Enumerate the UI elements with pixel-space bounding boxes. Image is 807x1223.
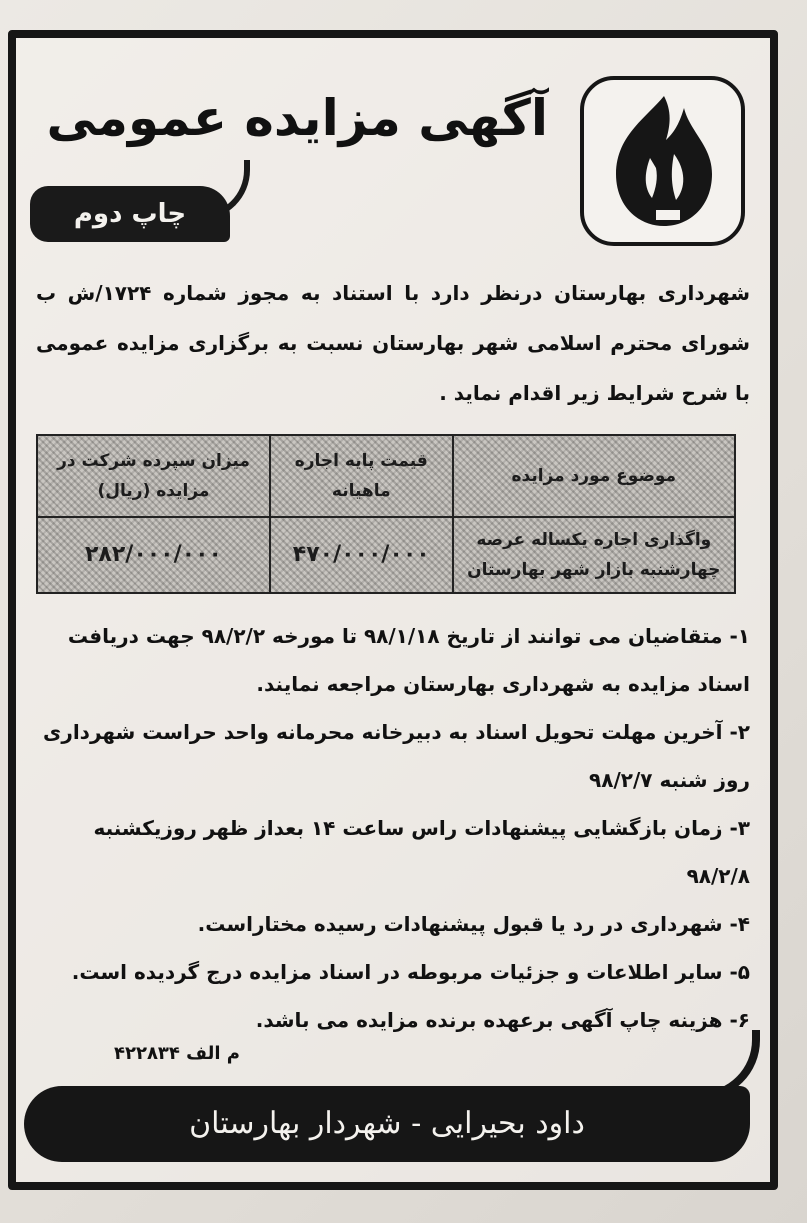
municipality-flame-logo-icon (594, 88, 734, 236)
header-rent: قیمت پایه اجاره ماهیانه (270, 435, 453, 517)
footer-signature: داود بحیرایی - شهردار بهارستان (24, 1086, 750, 1162)
cell-subject: واگذاری اجاره یکساله عرصه چهارشنبه بازار شهر بهارستان (453, 517, 735, 593)
auction-table (36, 434, 736, 594)
condition-2: ۲- آخرین مهلت تحویل اسناد به دبیرخانه محرمانه واحد حراست شهرداری روز شنبه ۹۸/۲/۷ (42, 720, 750, 792)
logo (580, 76, 745, 246)
condition-1: ۱- متقاضیان می توانند از تاریخ ۹۸/۱/۱۸ تا مورخه ۹۸/۲/۲ جهت دریافت اسناد مزایده به شهرداری بهارستان مراجعه نمایند. (67, 624, 750, 696)
table-header-row (37, 435, 735, 517)
cell-rent: ۴۷۰/۰۰۰/۰۰۰ (270, 517, 453, 593)
condition-6: ۶- هزینه چاپ آگهی برعهده برنده مزایده می باشد. (255, 1008, 750, 1032)
ad-reference-code: م الف ۴۲۲۸۳۴ (113, 1043, 240, 1064)
condition-5: ۵- سایر اطلاعات و جزئیات مربوطه در اسناد مزایده درج گردیده است. (71, 960, 750, 984)
header-subject: موضوع مورد مزایده (453, 435, 735, 517)
table-row (37, 517, 735, 593)
cell-deposit: ۲۸۲/۰۰۰/۰۰۰ (37, 517, 270, 593)
conditions-list (36, 612, 750, 1032)
intro-paragraph: شهرداری بهارستان درنظر دارد با استناد به مجوز شماره ۱۷۲۴/ش ب شورای محترم اسلامی شهر بهارستان نسبت به برگزاری مزایده عمومی با شرح شرایط زیر اقدام نماید . (36, 281, 750, 405)
header-deposit: میزان سپرده شرکت در مزایده (ریال) (37, 435, 270, 517)
condition-4: ۴- شهرداری در رد یا قبول پیشنهادات رسیده مختاراست. (197, 912, 750, 936)
condition-3: ۳- زمان بازگشایی پیشنهادات راس ساعت ۱۴ بعداز ظهر روزیکشنبه ۹۸/۲/۸ (93, 816, 750, 888)
print-edition-badge: چاپ دوم (30, 186, 230, 242)
page-title: آگهی مزایده عمومی (46, 89, 548, 147)
